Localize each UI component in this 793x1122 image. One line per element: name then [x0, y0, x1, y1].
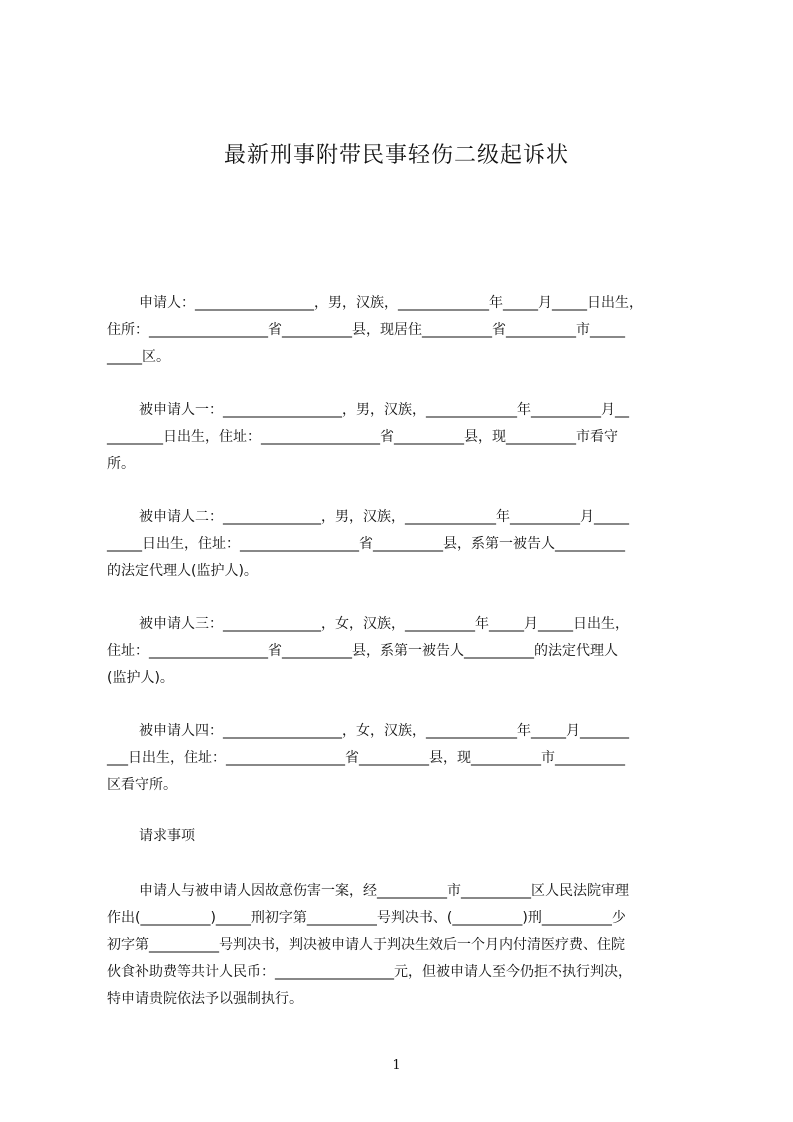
respondent-4-line-2: ___日出生，住址：_________________省__________县，现__________市__________	[107, 750, 625, 766]
request-body-line-3: 初字第__________号判决书，判决被申请人于判决生效后一个月内付清医疗费、住院	[107, 937, 625, 953]
respondent-4-line-3: 区看守所。	[107, 777, 177, 793]
respondent-3-line-3: (监护人)。	[107, 670, 174, 686]
applicant-line-3: _____区。	[107, 349, 170, 365]
request-body-line-1: 申请人与被申请人因故意伤害一案，经__________市__________区人民法院审理	[139, 883, 629, 899]
request-heading: 请求事项	[139, 828, 195, 844]
request-body-line-5: 特申请贵院依法予以强制执行。	[107, 991, 303, 1007]
respondent-1-line-2: ________日出生，住址：_________________省__________县，现__________市看守	[107, 429, 618, 445]
applicant-line-2: 住所：_________________省__________县，现居住__________省__________市_____	[107, 322, 625, 338]
respondent-2-line-3: 的法定代理人(监护人)。	[107, 563, 258, 579]
respondent-1-line-3: 所。	[107, 456, 135, 472]
respondent-2-line-2: _____日出生，住址：_________________省__________县，系第一被告人__________	[107, 536, 625, 552]
respondent-2-line-1: 被申请人二：______________，男，汉族，_____________年__________月_____	[139, 509, 629, 525]
request-body-line-2: 作出(__________)_____刑初字第__________号判决书、(__________)刑__________少	[107, 910, 626, 926]
document-title: 最新刑事附带民事轻伤二级起诉状	[223, 143, 569, 168]
respondent-4-line-1: 被申请人四：_________________，女，汉族，_____________年_____月_______	[139, 723, 629, 739]
respondent-3-line-2: 住址：_________________省__________县，系第一被告人__________的法定代理人	[107, 643, 618, 659]
page-number: 1	[392, 1058, 401, 1073]
applicant-line-1: 申请人：_________________，男，汉族，_____________年_____月_____日出生，	[139, 295, 643, 311]
request-body-line-4: 伙食补助费等共计人民币：_________________元，但被申请人至今仍拒不执行判决，	[107, 964, 632, 980]
respondent-3-line-1: 被申请人三：______________，女，汉族，__________年_____月_____日出生，	[139, 616, 629, 632]
respondent-1-line-1: 被申请人一：_________________，男，汉族，_____________年__________月__	[139, 402, 629, 418]
